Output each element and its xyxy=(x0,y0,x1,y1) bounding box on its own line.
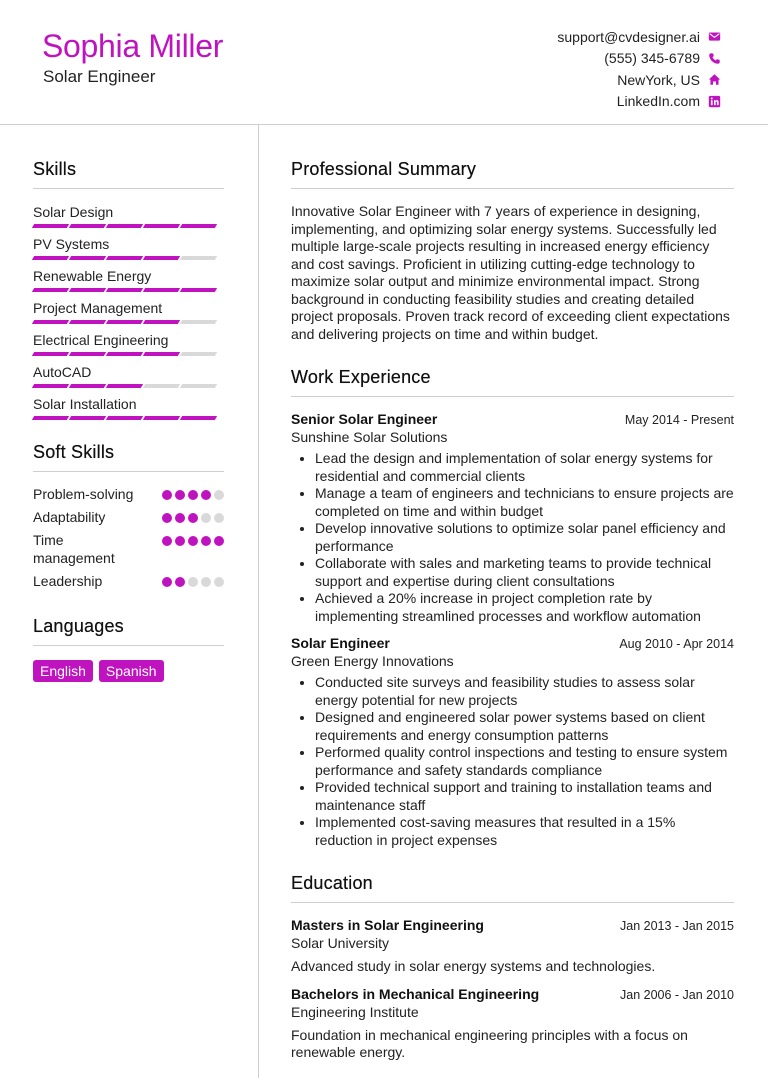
skill-level-segment xyxy=(32,320,69,324)
skill-level-segment xyxy=(180,288,217,292)
rating-dot xyxy=(162,577,172,587)
job-entry xyxy=(291,635,734,849)
skill-level-segment xyxy=(69,256,106,260)
job-bullets xyxy=(291,450,734,625)
skill-item xyxy=(33,236,224,260)
skill-level-segment xyxy=(32,288,69,292)
contact-linkedin-text: LinkedIn.com xyxy=(616,93,700,110)
skill-name: Solar Design xyxy=(33,204,114,220)
education-section xyxy=(291,873,734,1062)
skill-level-segment xyxy=(32,224,69,228)
skill-level-bar xyxy=(33,288,224,292)
job-bullet: • Implemented cost-saving measures that resulted in a 15% reduction in project expenses xyxy=(315,814,734,849)
skills-list xyxy=(33,204,224,420)
linkedin-icon xyxy=(708,95,721,108)
skill-level-segment xyxy=(143,256,180,260)
home-icon xyxy=(708,73,721,86)
skill-level-bar xyxy=(33,416,224,420)
education-school: Solar University xyxy=(291,935,390,951)
skill-level-segment xyxy=(143,416,180,420)
soft-skill-name: Time management xyxy=(33,532,115,566)
skill-level-segment xyxy=(143,352,180,356)
skill-level-segment xyxy=(180,224,217,228)
job-title: Solar Engineer xyxy=(291,635,390,651)
education-entry xyxy=(291,917,734,976)
rating-dot xyxy=(188,513,198,523)
skill-level-segment xyxy=(32,256,69,260)
skills-section xyxy=(33,159,224,420)
skill-item xyxy=(33,300,224,324)
education-degree: Masters in Solar Engineering xyxy=(291,917,484,933)
skill-level-segment xyxy=(143,288,180,292)
rating-dot xyxy=(175,577,185,587)
skill-level-segment xyxy=(180,256,217,260)
soft-skill-name: Problem-solving xyxy=(33,486,134,502)
education-description: Foundation in mechanical engineering principles with a focus on renewable energy. xyxy=(291,1026,688,1060)
skill-name: PV Systems xyxy=(33,236,110,252)
skill-item xyxy=(33,204,224,228)
skill-level-segment xyxy=(69,320,106,324)
skill-level-bar xyxy=(33,384,224,388)
skill-level-segment xyxy=(143,224,180,228)
contact-location xyxy=(557,69,721,91)
soft-skill-name: Adaptability xyxy=(33,509,106,525)
languages-section xyxy=(33,616,224,682)
skill-level-segment xyxy=(106,320,143,324)
skill-level-segment xyxy=(106,352,143,356)
education-school: Engineering Institute xyxy=(291,1003,419,1020)
candidate-title: Solar Engineer xyxy=(43,67,156,86)
job-bullets xyxy=(291,674,734,849)
job-bullet: • Collaborate with sales and marketing teams to provide technical support and expertise during client consultations xyxy=(315,555,734,590)
job-header xyxy=(291,635,734,651)
education-header xyxy=(291,986,734,1002)
skill-name: Renewable Energy xyxy=(33,268,152,284)
skill-level-segment xyxy=(32,384,69,388)
candidate-name: Sophia Miller xyxy=(42,28,224,64)
job-company: Green Energy Innovations xyxy=(291,653,454,669)
soft-skill-rating xyxy=(162,577,224,587)
job-list xyxy=(291,411,734,849)
skill-level-segment xyxy=(32,416,69,420)
job-bullet: • Performed quality control inspections and testing to ensure system performance and safety standards compliance xyxy=(315,744,734,779)
contact-block xyxy=(557,26,721,112)
education-date: Jan 2013 - Jan 2015 xyxy=(620,919,734,933)
education-entry xyxy=(291,986,734,1062)
languages-heading: Languages xyxy=(33,616,224,646)
soft-skills-section xyxy=(33,442,224,590)
contact-email[interactable] xyxy=(557,26,721,48)
right-column xyxy=(291,124,734,1062)
soft-skill-rating xyxy=(162,490,224,500)
education-list xyxy=(291,917,734,1062)
soft-skills-heading: Soft Skills xyxy=(33,442,224,472)
rating-dot xyxy=(201,577,211,587)
education-heading: Education xyxy=(291,873,734,903)
skill-item xyxy=(33,268,224,292)
skill-item xyxy=(33,364,224,388)
rating-dot xyxy=(188,490,198,500)
skill-level-segment xyxy=(69,352,106,356)
rating-dot xyxy=(201,513,211,523)
job-header xyxy=(291,411,734,427)
skill-level-bar xyxy=(33,224,224,228)
skill-level-segment xyxy=(143,384,180,388)
job-bullet: • Conducted site surveys and feasibility studies to assess solar energy potential for new projects xyxy=(315,674,734,709)
rating-dot xyxy=(188,577,198,587)
job-bullet: • Manage a team of engineers and technicians to ensure projects are completed on time and within budget xyxy=(315,485,734,520)
soft-skills-list xyxy=(33,485,224,590)
soft-skill-name: Leadership xyxy=(33,573,103,589)
rating-dot xyxy=(162,513,172,523)
rating-dot xyxy=(214,577,224,587)
skill-item xyxy=(33,396,224,420)
rating-dot xyxy=(175,490,185,500)
resume-header xyxy=(0,0,768,125)
education-date: Jan 2006 - Jan 2010 xyxy=(620,987,734,1002)
job-bullet: • Designed and engineered solar power systems based on client requirements and energy consumption patterns xyxy=(315,709,734,744)
contact-linkedin[interactable] xyxy=(557,91,721,113)
skill-item xyxy=(33,332,224,356)
experience-section xyxy=(291,367,734,849)
rating-dot xyxy=(175,536,185,546)
skill-level-segment xyxy=(69,416,106,420)
skill-level-bar xyxy=(33,256,224,260)
skill-level-segment xyxy=(180,352,217,356)
skill-level-segment xyxy=(32,352,69,356)
skill-level-segment xyxy=(106,224,143,228)
contact-location-text: NewYork, US xyxy=(617,71,700,88)
column-divider xyxy=(258,124,259,1078)
job-bullet: • Provided technical support and training to installation teams and maintenance staff xyxy=(315,779,734,814)
job-title: Senior Solar Engineer xyxy=(291,411,438,427)
job-bullet: • Develop innovative solutions to optimize solar panel efficiency and performance xyxy=(315,520,734,555)
skill-level-segment xyxy=(180,320,217,324)
contact-email-text: support@cvdesigner.ai xyxy=(557,28,700,45)
rating-dot xyxy=(162,536,172,546)
skill-level-segment xyxy=(69,288,106,292)
contact-phone-text: (555) 345-6789 xyxy=(604,50,700,67)
rating-dot xyxy=(201,536,211,546)
skill-level-bar xyxy=(33,320,224,324)
soft-skill-item xyxy=(33,485,224,503)
soft-skill-item xyxy=(33,572,224,590)
rating-dot xyxy=(214,513,224,523)
language-tags xyxy=(33,660,224,682)
skill-level-segment xyxy=(106,256,143,260)
rating-dot xyxy=(188,536,198,546)
summary-heading: Professional Summary xyxy=(291,159,734,189)
phone-icon xyxy=(708,52,721,65)
skill-level-segment xyxy=(69,384,106,388)
skill-level-segment xyxy=(106,288,143,292)
job-bullet: • Lead the design and implementation of solar energy systems for residential and commercial clients xyxy=(315,450,734,485)
soft-skill-rating xyxy=(162,536,224,546)
language-tag: Spanish xyxy=(99,660,164,682)
job-entry xyxy=(291,411,734,625)
education-header xyxy=(291,917,734,933)
skill-name: Solar Installation xyxy=(33,396,137,412)
language-tag: English xyxy=(33,660,93,682)
skill-level-segment xyxy=(69,224,106,228)
skills-heading: Skills xyxy=(33,159,224,189)
rating-dot xyxy=(162,490,172,500)
job-date: May 2014 - Present xyxy=(624,413,734,427)
education-description: Advanced study in solar energy systems and technologies. xyxy=(291,958,656,974)
contact-phone[interactable] xyxy=(557,48,721,70)
soft-skill-rating xyxy=(162,513,224,523)
skill-level-segment xyxy=(180,416,217,420)
skill-level-segment xyxy=(143,320,180,324)
job-company: Sunshine Solar Solutions xyxy=(291,429,448,445)
rating-dot xyxy=(201,490,211,500)
education-degree: Bachelors in Mechanical Engineering xyxy=(291,985,540,1002)
experience-heading: Work Experience xyxy=(291,367,734,397)
left-column xyxy=(33,124,224,682)
job-date: Aug 2010 - Apr 2014 xyxy=(619,637,734,651)
summary-text: Innovative Solar Engineer with 7 years of experience in designing, implementing, and optimizing solar energy systems. Successfully led multiple large-scale projects resulting in increased energy efficiency and cost savings. Proficient in utilizing cutting-edge technology to maximize solar output and minimize environmental impact. Strong background in conducting feasibility studies and creating detailed project proposals. Proven track record of exceeding client expectations and delivering projects on time and within budget. xyxy=(291,203,730,342)
skill-name: Project Management xyxy=(33,300,163,316)
skill-name: AutoCAD xyxy=(33,364,92,380)
rating-dot xyxy=(214,490,224,500)
rating-dot xyxy=(214,536,224,546)
soft-skill-item xyxy=(33,531,224,567)
soft-skill-item xyxy=(33,508,224,526)
skill-level-segment xyxy=(106,416,143,420)
skill-name: Electrical Engineering xyxy=(33,332,169,348)
skill-level-segment xyxy=(180,384,217,388)
job-bullet: • Achieved a 20% increase in project completion rate by implementing streamlined processes and workflow automation xyxy=(315,590,734,625)
skill-level-segment xyxy=(106,384,143,388)
summary-section xyxy=(291,159,734,343)
envelope-icon xyxy=(708,30,721,43)
skill-level-bar xyxy=(33,352,224,356)
rating-dot xyxy=(175,513,185,523)
